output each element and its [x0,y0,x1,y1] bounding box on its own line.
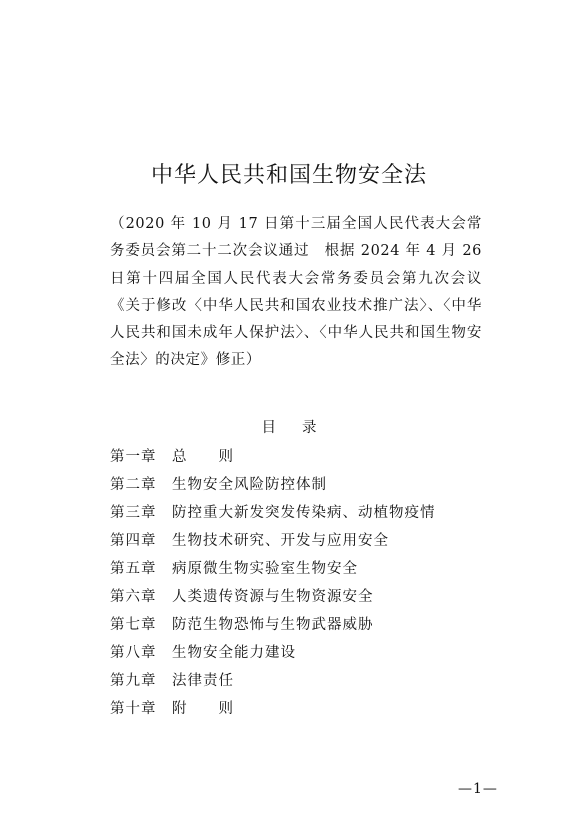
toc-chapter-title: 人类遗传资源与生物资源安全 [172,589,374,605]
toc-chapter-number: 第一章 [110,449,157,465]
toc-chapter-title: 生物技术研究、开发与应用安全 [172,533,389,549]
toc-item[interactable] [110,639,490,667]
toc-chapter-number: 第五章 [110,561,157,577]
toc-item[interactable] [110,555,490,583]
toc-chapter-title: 防控重大新发突发传染病、动植物疫情 [172,505,436,521]
toc-item[interactable] [110,695,490,723]
toc-chapter-title: 法律责任 [172,673,234,689]
toc-item[interactable] [110,443,490,471]
toc-chapter-number: 第六章 [110,589,157,605]
toc-chapter-title: 生物安全风险防控体制 [172,477,327,493]
toc-chapter-number: 第七章 [110,617,157,633]
toc-chapter-number: 第八章 [110,645,157,661]
toc-item[interactable] [110,583,490,611]
toc-chapter-number: 第三章 [110,505,157,521]
toc-item[interactable] [110,611,490,639]
toc-chapter-title: 病原微生物实验室生物安全 [172,561,358,577]
toc-chapter-number: 第二章 [110,477,157,493]
toc-chapter-title: 总 则 [172,449,234,465]
page-number: —1— [458,781,498,797]
toc-item[interactable] [110,499,490,527]
toc-item[interactable] [110,471,490,499]
toc-item[interactable] [110,527,490,555]
toc-chapter-number: 第十章 [110,701,157,717]
document-preamble: （2020 年 10 月 17 日第十三届全国人民代表大会常务委员会第二十二次会议通过 根据 2024 年 4 月 26 日第十四届全国人民代表大会常务委员会第九次会议《关于修改〈中华人民共和国农业技术推广法〉、〈中华人民共和国未成年人保护法〉、〈中华人民共和国生物安全法〉的决定》修正） [110,216,482,369]
toc-chapter-number: 第九章 [110,673,157,689]
toc-chapter-title: 防范生物恐怖与生物武器威胁 [172,617,374,633]
toc-item[interactable] [110,667,490,695]
table-of-contents [110,443,490,723]
toc-chapter-title: 附 则 [172,701,234,717]
toc-chapter-title: 生物安全能力建设 [172,645,296,661]
toc-heading: 目录 [261,420,343,436]
document-title: 中华人民共和国生物安全法 [150,163,427,188]
toc-chapter-number: 第四章 [110,533,157,549]
